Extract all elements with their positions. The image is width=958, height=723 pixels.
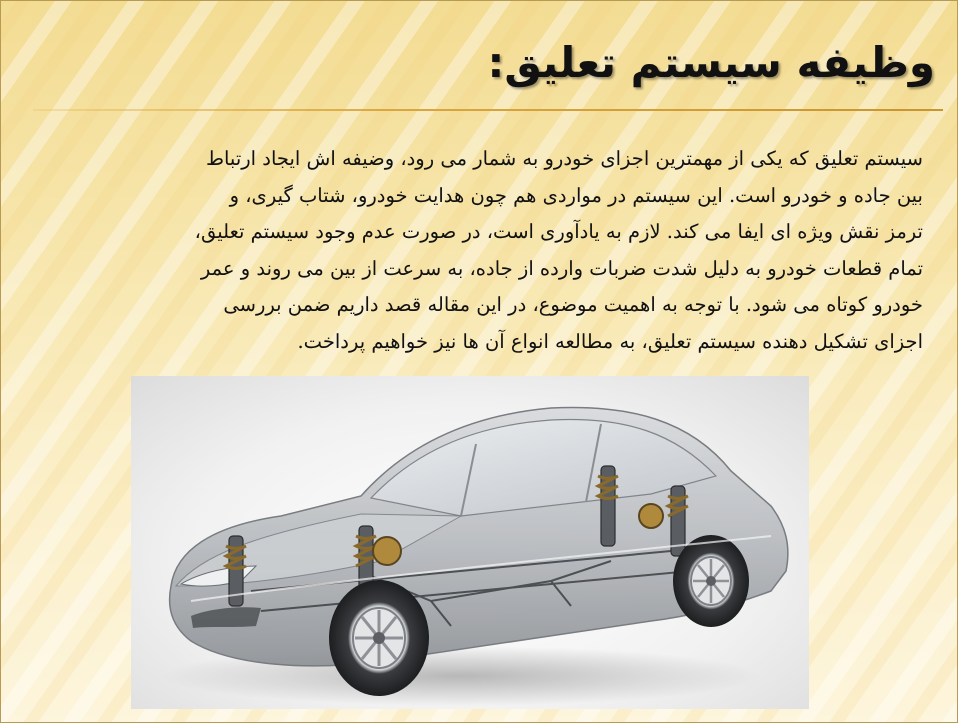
- paragraph-line: خودرو کوتاه می شود. با توجه به اهمیت موضوع، در این مقاله قصد داریم ضمن بررسی: [223, 293, 923, 316]
- rear-wheel: [673, 535, 749, 627]
- paragraph-line: بین جاده و خودرو است. این سیستم در مواردی هم چون هدایت خودرو، شتاب گیری، و: [229, 183, 923, 207]
- paragraph-line: سیستم تعلیق که یکی از مهمترین اجزای خودرو به شمار می رود، وضیفه اش ایجاد ارتباط: [205, 147, 923, 170]
- paragraph-line: تمام قطعات خودرو به دلیل شدت ضربات وارده از جاده، به سرعت از بین می روند و عمر: [200, 256, 923, 280]
- paragraph-line: اجزای تشکیل دهنده سیستم تعلیق، به مطالعه انواع آن ها نیز خواهیم پرداخت.: [297, 329, 923, 353]
- paragraph-line: ترمز نقش ویژه ای ایفا می کند. لازم به یادآوری است، در صورت عدم وجود سیستم تعلیق،: [194, 220, 923, 243]
- front-wheel: [329, 580, 429, 696]
- car-suspension-image: [131, 376, 809, 709]
- car-suspension-illustration: [131, 376, 809, 709]
- title-divider: [33, 109, 943, 111]
- slide-paragraph: [43, 141, 923, 360]
- slide-title: وظیفه سیستم تعلیق:: [487, 38, 935, 87]
